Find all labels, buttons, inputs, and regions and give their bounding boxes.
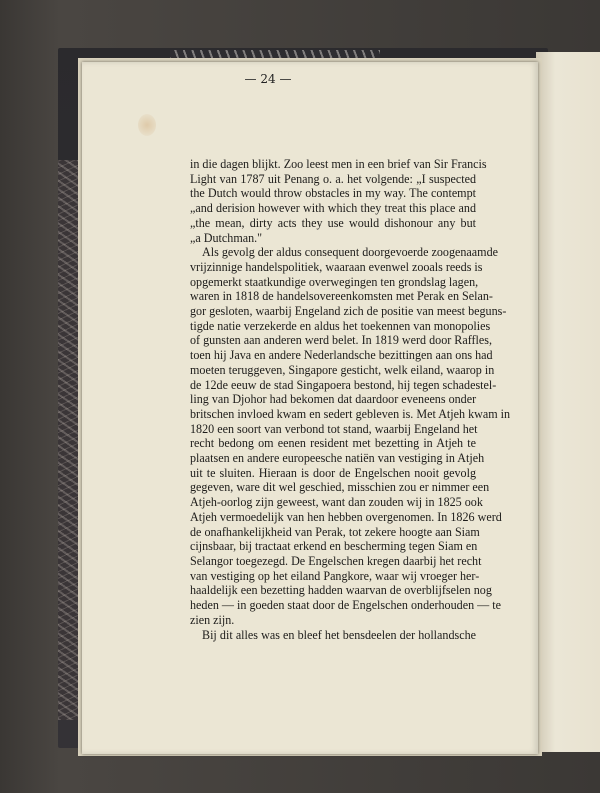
text-line: heden — in goeden staat door de Engelschen onderhouden — te [190,598,501,613]
text-line: van vestiging op het eiland Pangkore, waar wij vroeger her- [190,568,480,583]
text-line: Bij dit alles was en bleef het bensdeelen der hollandsche [202,627,476,642]
text-line: britschen invloed kwam en sedert gebleven is. Met Atjeh kwam in [190,406,511,421]
text-line: Atjeh-oorlog zijn geweest, want dan zouden wij in 1825 ook [190,495,483,510]
text-line: vrijzinnige handelspolitiek, waaraan evenwel zooals reeds is [190,259,483,274]
text-line: 1820 een soort van verbond tot stand, waarbij Engeland het [190,421,478,436]
text-line: cijnsbaar, bij tractaat erkend en bescherming tegen Siam en [190,539,478,554]
text-line: plaatsen en andere europeesche natiën van vestiging in Atjeh [190,451,485,466]
text-line: in die dagen blijkt. Zoo leest men in een brief van Sir Francis [190,157,487,171]
adjacent-page-edge [536,52,600,752]
text-line: gor gesloten, waarbij Engeland zich de positie van meest beguns- [190,304,507,319]
text-line: Selangor toegezegd. De Engelschen kregen daarbij het recht [190,553,482,568]
text-line: de 12de eeuw de stad Singapoera bestond, hij tegen schadestel- [190,377,497,392]
text-line: de onafhankelijkheid van Perak, tot zekere hoogte aan Siam [190,524,480,539]
text-line: waren in 1818 de handelsovereenkomsten met Perak en Selan- [190,289,493,304]
foxing-spot [138,114,156,136]
text-line: haaldelijk een bezetting hadden waarvan de overblijfselen nog [190,583,492,598]
text-line: gegeven, ware dit wel geschied, misschien zou er nimmer een [190,480,490,495]
text-line: Light van 1787 uit Penang o. a. het volgende: „I suspected [190,171,476,186]
text-line: toen hij Java en andere Nederlandsche bezittingen aan ons had [190,348,493,363]
text-line: Als gevolg der aldus consequent doorgevoerde zoogenaamde [202,245,498,260]
text-line: Atjeh vermoedelijk van hen hebben overgenomen. In 1826 werd [190,509,502,524]
text-line: „a Dutchman." [190,230,263,245]
text-line: of gunsten aan anderen werd belet. In 1819 werd door Raffles, [190,333,493,348]
text-line: uit te sluiten. Hieraan is door de Engelschen nooit gevolg [190,465,476,480]
text-line: zien zijn. [190,612,235,627]
text-line: „the mean, dirty acts they use would dishonour any but [190,215,476,230]
text-line: recht bedong om eenen resident met bezetting in Atjeh te [190,436,476,451]
text-line: moeten teruggeven, Singapore gesticht, welk eiland, waarop in [190,362,495,377]
text-line: opgemerkt staatkundige overwegingen ten grondslag lagen, [190,274,479,289]
page-number: — 24 — [244,72,292,86]
text-line: the Dutch would throw obstacles in my way. The contempt [190,186,476,201]
text-line: „and derision however with which they treat this place and [190,201,476,216]
text-line: ling van Djohor had bekomen dat daardoor eveneens onder [190,392,477,407]
text-line: tigde natie verzekerde en aldus het toekennen van monopolies [190,318,491,333]
body-text [190,157,511,642]
